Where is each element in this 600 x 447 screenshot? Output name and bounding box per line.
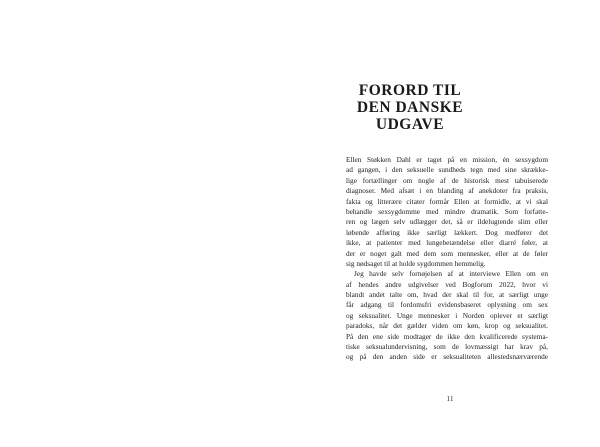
text-line: På den ene side modtager de ikke den kvalificerede systema- bbox=[346, 331, 548, 341]
body-text bbox=[346, 155, 548, 363]
page-number: 11 bbox=[446, 394, 454, 403]
text-line: lige fortællinger om nogle af de historisk mest tabuiserede bbox=[346, 175, 548, 185]
text-line: af hendes andre udgivelser ved Bogforum 2022, hvor vi bbox=[346, 279, 548, 289]
text-line: tiske seksualundervisning, som de lovmæssigt har krav på, bbox=[346, 342, 548, 352]
text-line: fakta og litterære citater formår Ellen at formidle, at vi skal bbox=[346, 196, 548, 206]
text-line: diagnoser. Med afsæt i en blanding af anekdoter fra praksis, bbox=[346, 186, 548, 196]
text-line: der er noget galt med dem som mennesker, eller at de føler bbox=[346, 248, 548, 258]
chapter-title-line-1: FORORD TIL bbox=[358, 82, 462, 99]
chapter-title-line-2: DEN DANSKE UDGAVE bbox=[356, 99, 464, 133]
text-line: får adgang til fordomsfri evidensbaseret oplysning om sex bbox=[346, 300, 548, 310]
text-line: paradoks, når det gælder viden om køn, krop og seksualitet. bbox=[346, 321, 548, 331]
text-line: Ellen Støkken Dahl er taget på en mission, én sexsygdom bbox=[346, 155, 548, 164]
text-line: og seksualitet. Unge mennesker i Norden oplever et særligt bbox=[346, 310, 548, 320]
text-line: blandt andet talte om, hvad der skal til for, at særligt unge bbox=[346, 290, 548, 300]
text-line: Jeg havde selv fornøjelsen af at interviewe Ellen om en bbox=[354, 269, 548, 279]
text-line: ad gangen, i den seksuelle sundheds tegn med sine skrække- bbox=[346, 165, 548, 175]
text-line: og på den anden side er seksualiteten allestedsnærværende bbox=[346, 352, 548, 362]
text-line: ren og lægen selv udlægger det, så er ildelugtende slim eller bbox=[346, 217, 548, 227]
text-line: sig nødsaget til at holde sygdommen hemmelig. bbox=[346, 258, 486, 268]
text-line: behandle sexsygdomme med mindre dramatik. Som forfatte- bbox=[346, 206, 548, 216]
text-line: ikke, at patienter med lungebetændelse eller diarré føler, at bbox=[346, 238, 548, 248]
text-line: løbende afføring ikke særligt lækkert. Dog medfører det bbox=[346, 227, 548, 237]
